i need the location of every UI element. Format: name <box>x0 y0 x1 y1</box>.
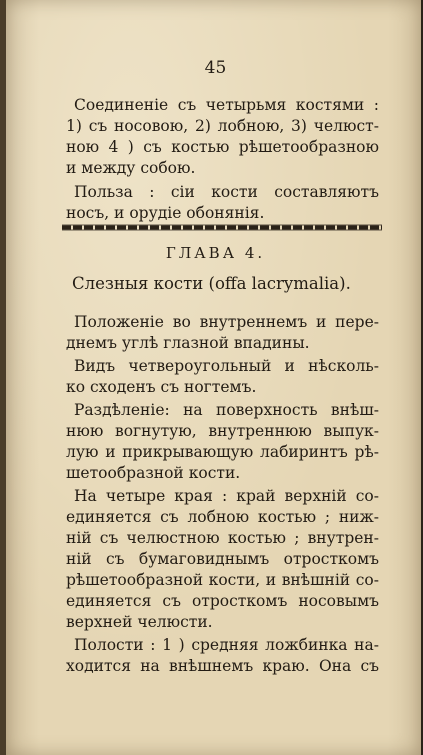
body-text-block <box>66 312 379 677</box>
paragraph-connections <box>66 95 379 179</box>
paragraph-cavities <box>66 635 379 677</box>
text-line: Полости : 1 ) средняя ложбинка на- <box>74 636 379 654</box>
text-line: 1) съ носовою, 2) лобною, 3) челюст- <box>66 117 379 135</box>
paragraph-edges <box>66 486 379 633</box>
paragraph-shape <box>66 356 379 398</box>
book-page <box>6 0 421 755</box>
page-number: 45 <box>204 58 227 78</box>
text-line: Видъ четвероугольный и нѣсколь- <box>74 357 379 375</box>
paragraph-purpose <box>66 182 379 224</box>
text-line: Польза : сiи кости составляютъ <box>74 183 379 201</box>
text-line: и между собою. <box>66 159 196 177</box>
paragraph-position <box>66 312 379 354</box>
text-line: Раздѣленiе: на поверхность внѣш- <box>74 401 379 419</box>
text-line: ко сходенъ съ ногтемъ. <box>66 378 257 396</box>
section-title: Слезныя кости (offa lacrymalia). <box>72 274 351 293</box>
chapter-heading: ГЛАВА 4. <box>165 244 266 262</box>
text-line: Соединенie съ четырьмя костями : <box>74 96 379 114</box>
text-line: Положенiе во внутреннемъ и пере- <box>74 313 379 331</box>
text-line: нюю вогнутую, внутреннюю выпук- <box>66 422 379 440</box>
text-line: лую и прикрывающую лабиринтъ рѣ- <box>66 443 379 461</box>
text-line: рѣшетообразной кости, и внѣшнiй со- <box>66 571 379 589</box>
text-line: ходится на внѣшнемъ краю. Она съ <box>66 657 379 675</box>
text-line: ною 4 ) съ костью рѣшетообразною <box>66 138 379 156</box>
text-line: днемъ углѣ глазной впадины. <box>66 334 310 352</box>
paragraph-division <box>66 400 379 484</box>
text-line: шетообразной кости. <box>66 464 241 482</box>
ornamental-divider <box>62 224 382 231</box>
text-line: нiй съ челюстною костью ; внутрен- <box>66 529 379 547</box>
text-line: верхней челюсти. <box>66 613 213 631</box>
text-line: носъ, и орудiе обонянiя. <box>66 204 265 222</box>
text-line: единяется съ лобною костью ; ниж- <box>66 508 379 526</box>
top-text-block <box>66 95 379 224</box>
text-line: На четыре края : край верхнiй со- <box>74 487 379 505</box>
text-line: единяется съ отросткомъ носовымъ <box>66 592 379 610</box>
text-line: нiй съ бумаговиднымъ отросткомъ <box>66 550 379 568</box>
